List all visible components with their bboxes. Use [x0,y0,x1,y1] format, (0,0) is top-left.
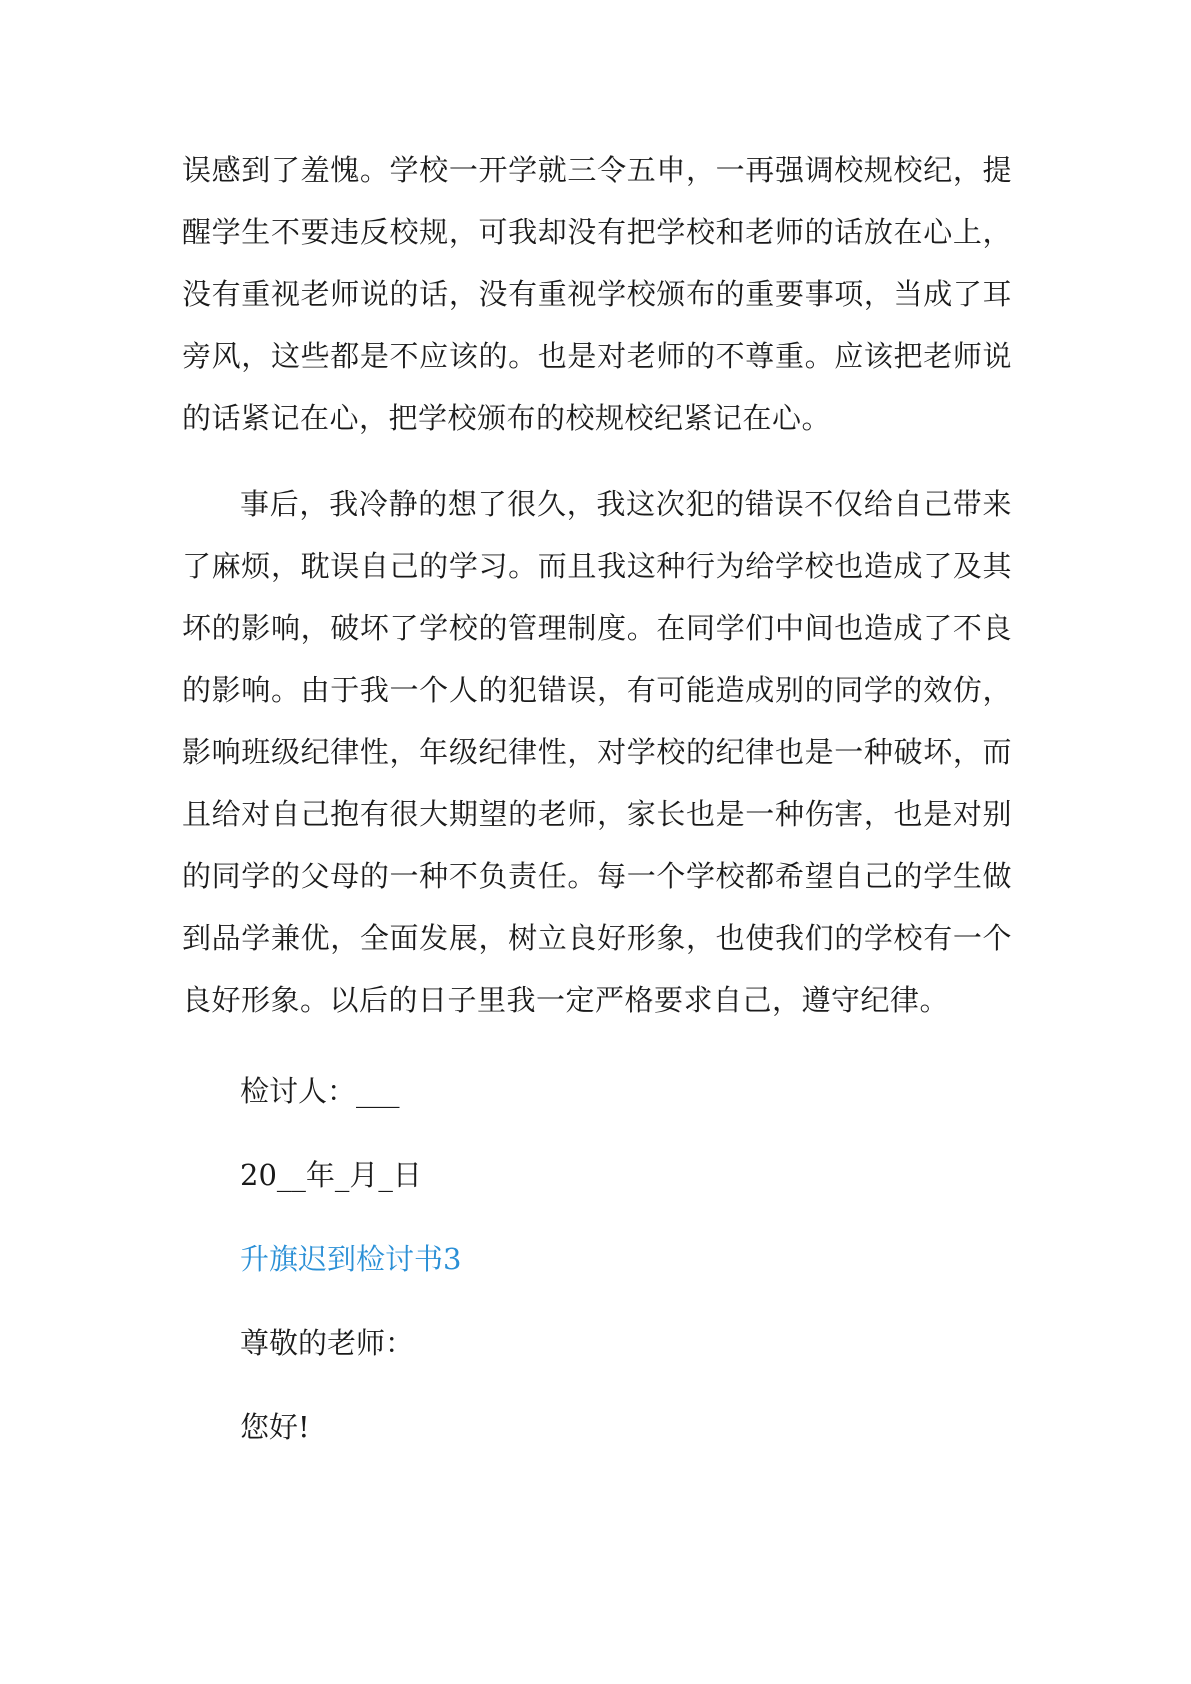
paragraph-continuation: 误感到了羞愧。学校一开学就三令五申，一再强调校规校纪，提醒学生不要违反校规，可我却没有把学校和老师的话放在心上，没有重视老师说的话，没有重视学校颁布的重要事项，当成了耳旁风，这些都是不应该的。也是对老师的不尊重。应该把老师说的话紧记在心，把学校颁布的校规校纪紧记在心。 [182,153,1012,435]
section-heading: 升旗迟到检讨书3 [240,1242,462,1276]
date-line: 20__年_月_日 [240,1158,422,1192]
salutation-line: 尊敬的老师： [240,1326,415,1360]
paragraph-reflection: 事后，我冷静的想了很久，我这次犯的错误不仅给自己带来了麻烦，耽误自己的学习。而且我这种行为给学校也造成了及其坏的影响，破坏了学校的管理制度。在同学们中间也造成了不良的影响。由于我一个人的犯错误，有可能造成别的同学的效仿，影响班级纪律性，年级纪律性，对学校的纪律也是一种破坏，而且给对自己抱有很大期望的老师，家长也是一种伤害，也是对别的同学的父母的一种不负责任。每一个学校都希望自己的学生做到品学兼优，全面发展，树立良好形象，也使我们的学校有一个良好形象。以后的日子里我一定严格要求自己，遵守纪律。 [182,487,1012,1017]
signer-line: 检讨人：___ [240,1074,400,1108]
greeting-line: 您好! [240,1410,310,1444]
